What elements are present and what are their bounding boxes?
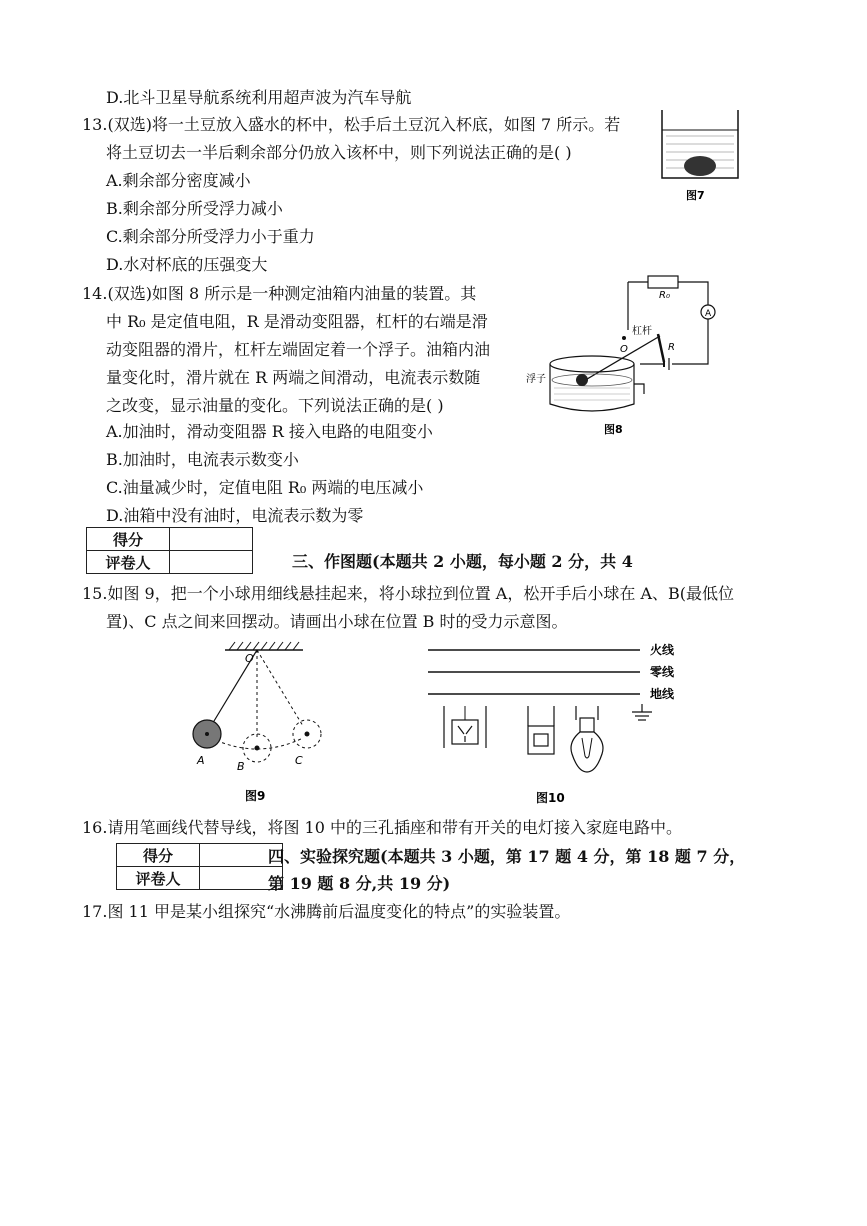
q15-stem-line1: 15.如图 9，把一个小球用细线悬挂起来，将小球拉到位置 A，松开手后小球在 A、B(最低位 (82, 584, 734, 603)
q14-stem-line5: 之改变，显示油量的变化。下列说法正确的是( ) (106, 396, 444, 415)
fig8-pivot-label: O (620, 344, 628, 355)
score-value-cell[interactable] (170, 528, 253, 551)
q14-stem-line2: 中 R₀ 是定值电阻，R 是滑动变阻器，杠杆的右端是滑 (106, 312, 488, 331)
grader-label: 评卷人 (117, 867, 200, 890)
fig9-pivot-label: O (245, 652, 254, 665)
fig9-label-b: B (237, 760, 245, 773)
live-wire-label: 火线 (650, 643, 675, 657)
q14-stem-line4: 量变化时，滑片就在 R 两端之间滑动，电流表示数随 (106, 368, 481, 387)
score-label: 得分 (117, 844, 200, 867)
figure-7-beaker (650, 108, 750, 208)
q14-option-c: C.油量减少时，定值电阻 R₀ 两端的电压减小 (106, 478, 424, 497)
grader-label: 评卷人 (87, 551, 170, 574)
q13-stem-line2: 将土豆切去一半后剩余部分仍放入该杯中，则下列说法正确的是( ) (106, 143, 572, 162)
fig8-lever-label: 杠杆 (632, 326, 652, 337)
fig9-label-c: C (295, 754, 303, 767)
q13-option-b: B.剩余部分所受浮力减小 (106, 199, 283, 218)
section3-heading: 三、作图题(本题共 2 小题，每小题 2 分，共 4 (292, 552, 633, 571)
q14-stem-line3: 动变阻器的滑片，杠杆左端固定着一个浮子。油箱内油 (106, 340, 491, 359)
figure-9-pendulum (185, 638, 345, 810)
neutral-wire-label: 零线 (650, 665, 675, 679)
q14-option-b: B.加油时，电流表示数变小 (106, 450, 299, 469)
ground-wire-label: 地线 (650, 687, 675, 701)
fig8-r0-label: R₀ (659, 290, 670, 301)
q12-option-d: D.北斗卫星导航系统利用超声波为汽车导航 (106, 88, 412, 107)
three-pin-socket-icon (444, 706, 486, 748)
q15-stem-line2: 置)、C 点之间来回摆动。请画出小球在位置 B 时的受力示意图。 (106, 612, 568, 631)
fig9-caption: 图9 (245, 789, 266, 803)
score-table-section4 (116, 843, 283, 890)
figure-10-household-circuit (420, 638, 690, 810)
q14-option-d: D.油箱中没有油时，电流表示数为零 (106, 506, 364, 525)
section4-heading-line2: 第 19 题 8 分,共 19 分) (268, 874, 451, 893)
q14-option-a: A.加油时，滑动变阻器 R 接入电路的电阻变小 (106, 422, 433, 441)
fig8-rheostat-label: R (668, 342, 675, 353)
section4-heading-line1: 四、实验探究题(本题共 3 小题，第 17 题 4 分，第 18 题 7 分， (268, 847, 746, 866)
wall-switch-icon (528, 706, 554, 754)
light-bulb-icon (571, 706, 603, 772)
fig7-caption: 图7 (686, 189, 705, 202)
fig8-float-label: 浮子 (526, 374, 546, 385)
q13-option-c: C.剩余部分所受浮力小于重力 (106, 227, 315, 246)
fig10-caption: 图10 (536, 791, 565, 805)
score-table-section3 (86, 527, 253, 574)
figure-8-oil-gauge (526, 272, 740, 440)
fig8-caption: 图8 (604, 423, 623, 436)
fig8-ammeter-label: A (705, 309, 712, 319)
score-label: 得分 (87, 528, 170, 551)
q16-stem: 16.请用笔画线代替导线，将图 10 中的三孔插座和带有开关的电灯接入家庭电路中。 (82, 818, 682, 837)
fig9-label-a: A (197, 754, 205, 767)
q13-option-d: D.水对杯底的压强变大 (106, 255, 268, 274)
q13-option-a: A.剩余部分密度减小 (106, 171, 251, 190)
q13-stem-line1: 13.(双选)将一土豆放入盛水的杯中，松手后土豆沉入杯底，如图 7 所示。若 (82, 115, 621, 134)
q14-stem-line1: 14.(双选)如图 8 所示是一种测定油箱内油量的装置。其 (82, 284, 477, 303)
q17-stem: 17.图 11 甲是某小组探究“水沸腾前后温度变化的特点”的实验装置。 (82, 902, 571, 921)
grader-value-cell[interactable] (170, 551, 253, 574)
